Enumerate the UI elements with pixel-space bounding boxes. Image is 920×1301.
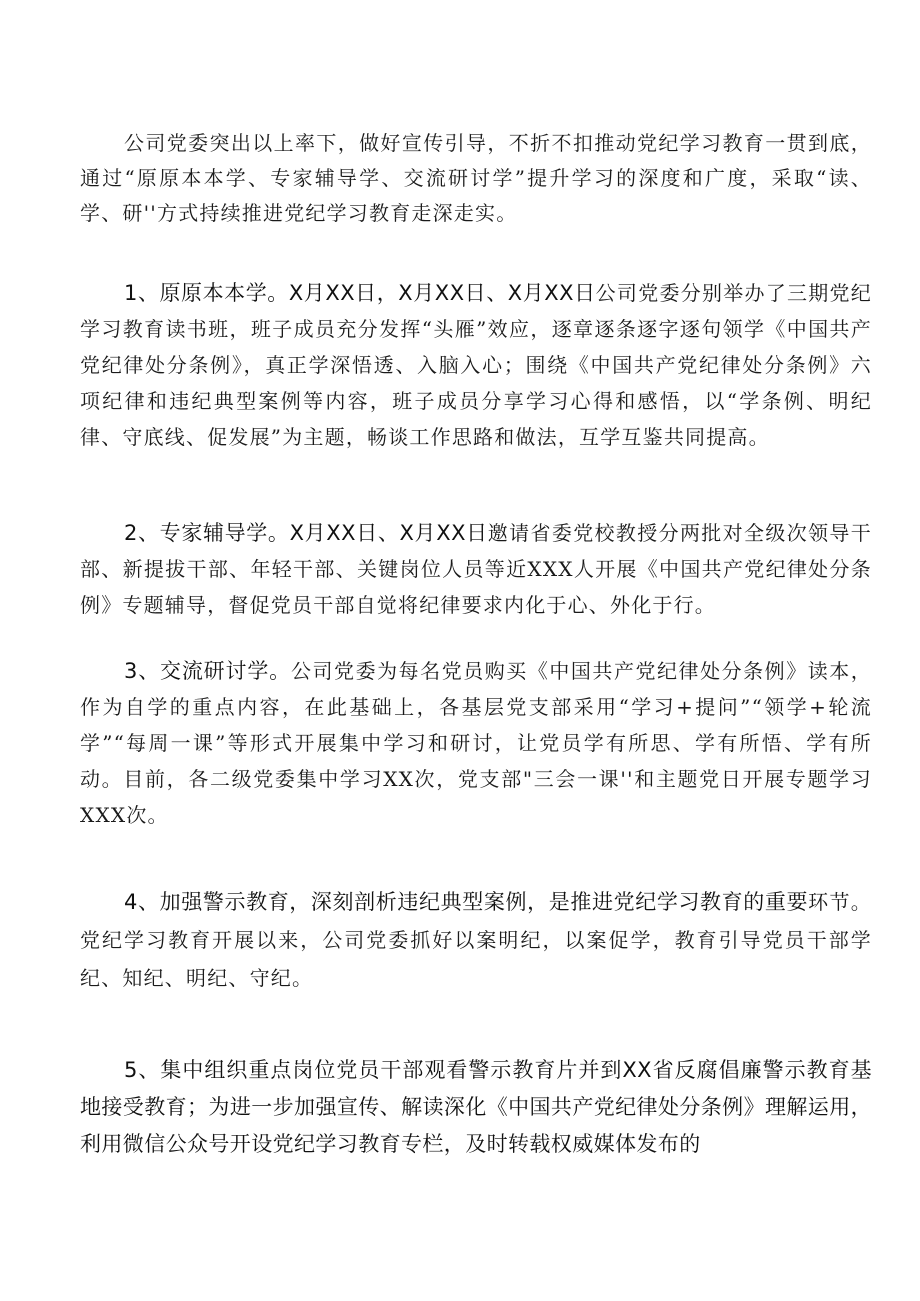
item5-text: 5、集中组织重点岗位党员干部观看警示教育片并到XX省反腐倡廉警示教育基地接受教育；为进一步加强宣传、解读深化《中国共产党纪律处分条例》理解运用，利用微信公众号开设党纪学习教育专栏，及时转载权威媒体发布的 <box>80 1058 872 1156</box>
item4-body: 环节。党纪学习教育开展以来，公司党委抓好以案明纪，以案促学，教育引导党员干部学纪、知纪、明纪、守纪。 <box>80 890 872 990</box>
item4-heading: 4、加强警示教育，深刻剖析违纪典型案例，是推进党纪学习教育的重要 <box>124 890 809 914</box>
item3-paragraph <box>80 653 872 833</box>
item2-paragraph <box>80 515 872 623</box>
item2-body: 邀请省委党校教授分两批对全级次领导干部、新提拔干部、年轻干部、关键岗位人员等近XXX人开展《中国共产党纪律处分条例》专题辅导，督促党员干部自觉将纪律要求内化于心、外化于行。 <box>80 521 872 617</box>
item5-paragraph <box>80 1052 872 1163</box>
item1-heading: 1、原原本本学。X月XX日，X月XX日、X月XX日 <box>124 281 596 305</box>
intro-text: 公司党委突出以上率下，做好宣传引导，不折不扣推动党纪学习教育一贯到底，通过“原原本本学、专家辅导学、交流研讨学”提升学习的深度和广度，采取“读、学、研''方式持续推进党纪学习教育走深走实。 <box>80 131 872 225</box>
item1-paragraph <box>80 275 872 455</box>
intro-paragraph <box>80 126 872 231</box>
item3-heading: 3、交流研讨学。 <box>124 659 291 683</box>
item2-heading: 2、专家辅导学。X月XX日、X月XX日 <box>124 521 488 545</box>
item1-body: 公司党委分别举办了三期党纪学习教育读书班，班子成员充分发挥“头雁”效应，逐章逐条逐字逐句领学《中国共产党纪律处分条例》，真正学深悟透、入脑入心；围绕《中国共产党纪律处分条例》六项纪律和违纪典型案例等内容，班子成员分享学习心得和感悟，以“学条例、明纪律、守底线、促发展”为主题，畅谈工作思路和做法，互学互鉴共同提高。 <box>80 281 872 449</box>
item4-paragraph <box>80 883 872 997</box>
item3-body: 公司党委为每名党员购买《中国共产党纪律处分条例》读本，作为自学的重点内容，在此基础上，各基层党支部采用“学习+提问”“领学+轮流学”“每周一课”等形式开展集中学习和研讨，让党员学有所思、学有所悟、学有所动。目前，各二级党委集中学习XX次，党支部"三会一课''和主题党日开展专题学习XXX次。 <box>80 659 872 827</box>
